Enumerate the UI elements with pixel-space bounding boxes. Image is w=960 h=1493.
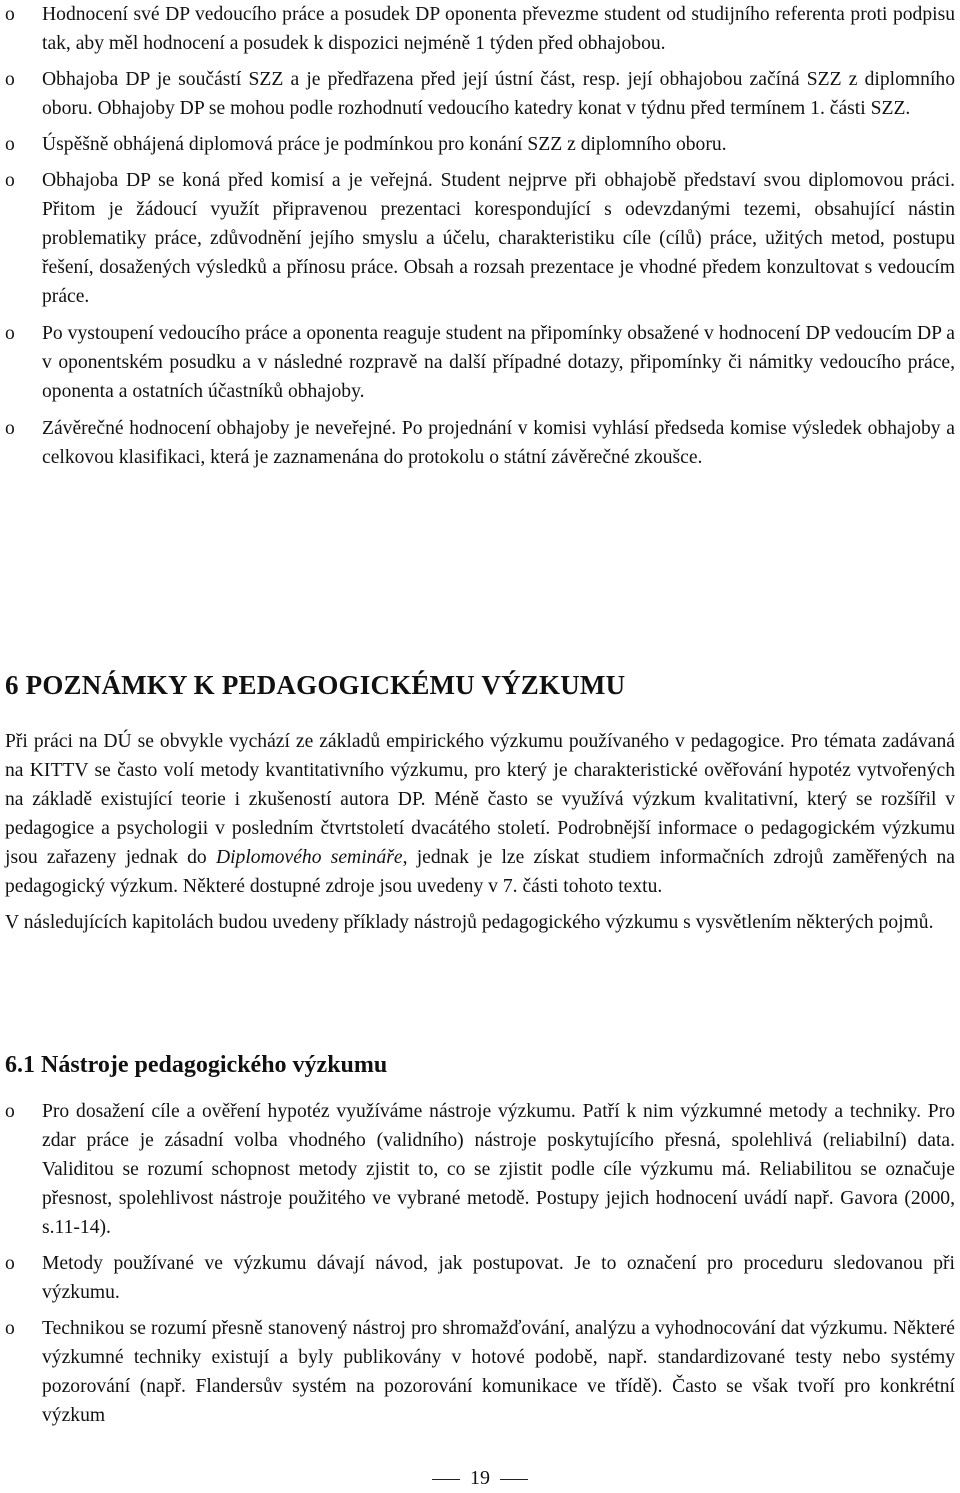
list-item <box>5 319 955 406</box>
bullet-text: Závěrečné hodnocení obhajoby je neveřejné. Po projednání v komisi vyhlásí předseda komise výsledek obhajoby a celkovou klasifikaci, která je zaznamenána do protokolu o státní závěrečné zkoušce. <box>42 418 955 468</box>
bullet-marker: o <box>5 323 15 344</box>
section-6-body <box>5 727 955 937</box>
bullet-text: Obhajoba DP je součástí SZZ a je předřazena před její ústní část, resp. její obhajobou začíná SZZ z diplomního oboru. Obhajoby DP se mohou podle rozhodnutí vedoucího katedry konat v týdnu před termínem 1. části SZZ. <box>42 69 955 119</box>
bullet-text: Hodnocení své DP vedoucího práce a posudek DP oponenta převezme student od studijního referenta proti podpisu tak, aby měl hodnocení a posudek k dispozici nejméně 1 týden před obhajobou. <box>42 4 955 54</box>
paragraph <box>5 727 955 901</box>
bullet-text: Obhajoba DP se koná před komisí a je veřejná. Student nejprve při obhajobě představí svou diplomovou práci. Přitom je žádoucí využít připravenou prezentaci korespondující s odevzdanými tezemi, obsahující nástin problematiky práce, zdůvodnění jejího smyslu a účelu, charakteristiku cíle (cílů) práce, užitých metod, postupu řešení, dosažených výsledků a přínosu práce. Obsah a rozsah prezentace je vhodné předem konzultovat s vedoucím práce. <box>42 170 955 307</box>
list-item <box>5 1314 955 1430</box>
footer-dash-right <box>500 1479 528 1480</box>
list-item <box>5 1097 955 1242</box>
paragraph: V následujících kapitolách budou uvedeny příklady nástrojů pedagogického výzkumu s vysvětlením některých pojmů. <box>5 912 934 933</box>
list-item <box>5 130 955 159</box>
page-footer <box>0 1463 960 1493</box>
list-item <box>5 414 955 472</box>
bullet-marker: o <box>5 4 15 25</box>
bullet-marker: o <box>5 170 15 191</box>
section-heading-6-1: 6.1 Nástroje pedagogického výzkumu <box>5 1052 388 1078</box>
top-bullet-list <box>5 0 955 472</box>
section-heading-6: 6 POZNÁMKY K PEDAGOGICKÉMU VÝZKUMU <box>5 670 626 700</box>
section-6-1-bullet-list <box>5 1097 955 1430</box>
italic-course-name: Diplomového semináře <box>215 847 403 868</box>
list-item <box>5 65 955 123</box>
list-item <box>5 1249 955 1307</box>
bullet-text: Úspěšně obhájená diplomová práce je podmínkou pro konání SZZ z diplomního oboru. <box>42 134 727 155</box>
paragraph-text-part: Při práci na DÚ se obvykle vychází ze základů empirického výzkumu používaného v pedagogice. Pro témata zadávaná na KITTV se často volí metody kvantitativního výzkumu, pro který je charakteristické ověřování hypotéz vytvořených na základě existující teorie i zkušeností autora DP. Méně často se využívá výzkum kvalitativní, který se rozšířil v pedagogice a psychologii v posledním čtvrtstoletí dvacátého století. Podrobnější informace o pedagogickém výzkumu jsou zařazeny jednak do <box>5 731 955 868</box>
list-item <box>5 0 955 58</box>
bullet-text: Metody používané ve výzkumu dávají návod, jak postupovat. Je to označení pro proceduru sledovanou při výzkumu. <box>42 1253 955 1303</box>
page-number: 19 <box>470 1467 490 1489</box>
bullet-marker: o <box>5 134 15 155</box>
footer-dash-left <box>432 1479 460 1480</box>
bullet-marker: o <box>5 1318 15 1339</box>
bullet-marker: o <box>5 69 15 90</box>
bullet-marker: o <box>5 418 15 439</box>
paragraph-text-part: , jednak je lze získat studiem informačních zdrojů zaměřených na pedagogický výzkum. Některé dostupné zdroje jsou uvedeny v 7. části tohoto textu. <box>5 847 956 897</box>
bullet-text: Pro dosažení cíle a ověření hypotéz využíváme nástroje výzkumu. Patří k nim výzkumné metody a techniky. Pro zdar práce je zásadní volba vhodného (validního) nástroje poskytujícího přesná, spolehlivá (reliabilní) data. Validitou se rozumí schopnost metody zjistit to, co se zjistit podle cíle výzkumu má. Reliabilitou se označuje přesnost, spolehlivost nástroje použitého ve vybrané metodě. Postupy jejich hodnocení uvádí např. Gavora (2000, s.11-14). <box>42 1101 955 1238</box>
bullet-marker: o <box>5 1253 15 1274</box>
bullet-marker: o <box>5 1101 15 1122</box>
bullet-text: Technikou se rozumí přesně stanovený nástroj pro shromažďování, analýzu a vyhodnocování dat výzkumu. Některé výzkumné techniky existují a byly publikovány v hotové podobě, např. standardizované testy nebo systémy pozorování (např. Flandersův systém na pozorování komunikace ve třídě). Často se však tvoří pro konkrétní výzkum <box>42 1318 955 1426</box>
bullet-text: Po vystoupení vedoucího práce a oponenta reaguje student na připomínky obsažené v hodnocení DP vedoucím DP a v oponentském posudku a v následné rozpravě na další případné dotazy, připomínky či námitky vedoucího práce, oponenta a ostatních účastníků obhajoby. <box>42 323 955 402</box>
list-item <box>5 166 955 311</box>
